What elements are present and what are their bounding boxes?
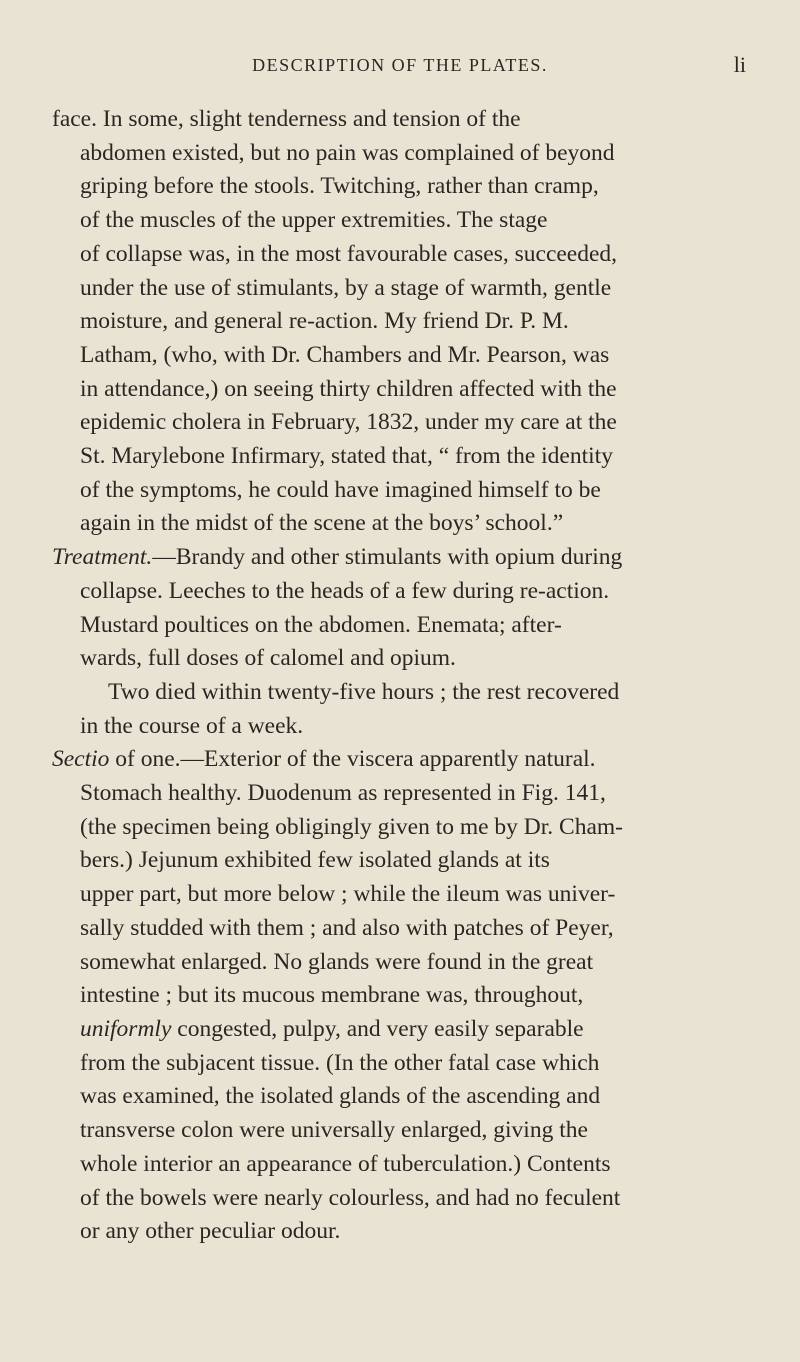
text-line: transverse colon were universally enlarged, giving the bbox=[80, 1117, 588, 1144]
text-line: bers.) Jejunum exhibited few isolated glands at its bbox=[80, 847, 550, 874]
text-line: was examined, the isolated glands of the ascending and bbox=[80, 1083, 601, 1110]
uniformly-rest: congested, pulpy, and very easily separable bbox=[171, 1015, 584, 1042]
uniformly-emphasis: uniformly bbox=[80, 1015, 172, 1042]
text-line bbox=[52, 1013, 770, 1047]
text-line: again in the midst of the scene at the boys’ school.” bbox=[80, 510, 564, 537]
text-line: Mustard poultices on the abdomen. Enemata; after- bbox=[80, 611, 562, 638]
text-line: of the muscles of the upper extremities. The stage bbox=[80, 207, 548, 234]
text-line: in the course of a week. bbox=[80, 712, 304, 739]
text-line: in attendance,) on seeing thirty children affected with the bbox=[80, 375, 617, 402]
text-line: under the use of stimulants, by a stage of warmth, gentle bbox=[80, 274, 612, 301]
sectio-first-line: of one.—Exterior of the viscera apparently natural. bbox=[109, 746, 596, 773]
text-line: St. Marylebone Infirmary, stated that, “ from the identity bbox=[80, 443, 613, 470]
paragraph-sectio bbox=[52, 743, 770, 1249]
text-line: Latham, (who, with Dr. Chambers and Mr. Pearson, was bbox=[80, 341, 610, 368]
running-header: DESCRIPTION OF THE PLATES. bbox=[252, 55, 548, 75]
text-line: (the specimen being obligingly given to me by Dr. Cham- bbox=[80, 813, 624, 840]
sectio-heading: Sectio bbox=[52, 746, 110, 773]
text-line: of the bowels were nearly colourless, and had no feculent bbox=[80, 1184, 621, 1211]
text-line: epidemic cholera in February, 1832, under my care at the bbox=[80, 409, 617, 436]
paragraph-treatment bbox=[52, 541, 770, 676]
text-line: somewhat enlarged. No glands were found in the great bbox=[80, 948, 594, 975]
treatment-heading: Treatment. bbox=[52, 544, 153, 571]
paragraph-symptoms bbox=[52, 103, 770, 541]
text-line: sally studded with them ; and also with patches of Peyer, bbox=[80, 914, 614, 941]
page-number: li bbox=[733, 52, 746, 77]
text-line: Two died within twenty-five hours ; the rest recovered bbox=[108, 678, 620, 705]
text-line: wards, full doses of calomel and opium. bbox=[80, 645, 456, 672]
paragraph-outcome bbox=[52, 676, 770, 743]
text-line: of the symptoms, he could have imagined himself to be bbox=[80, 476, 601, 503]
text-line bbox=[52, 541, 770, 575]
text-line: from the subjacent tissue. (In the other fatal case which bbox=[80, 1049, 600, 1076]
page-body bbox=[52, 103, 770, 1249]
text-line: abdomen existed, but no pain was complained of beyond bbox=[80, 139, 615, 166]
text-line: of collapse was, in the most favourable cases, succeeded, bbox=[80, 240, 618, 267]
text-line: Stomach healthy. Duodenum as represented in Fig. 141, bbox=[80, 780, 606, 807]
text-line: collapse. Leeches to the heads of a few during re-action. bbox=[80, 577, 610, 604]
text-line bbox=[52, 743, 770, 777]
text-line: face. In some, slight tenderness and tension of the bbox=[52, 106, 521, 132]
text-line: intestine ; but its mucous membrane was, throughout, bbox=[80, 982, 584, 1009]
text-line: griping before the stools. Twitching, rather than cramp, bbox=[80, 173, 599, 200]
treatment-first-line: —Brandy and other stimulants with opium during bbox=[152, 544, 623, 571]
text-line: moisture, and general re-action. My friend Dr. P. M. bbox=[80, 308, 569, 335]
text-line: or any other peculiar odour. bbox=[80, 1218, 341, 1245]
text-line: upper part, but more below ; while the ileum was univer- bbox=[80, 881, 616, 908]
text-line: whole interior an appearance of tuberculation.) Contents bbox=[80, 1150, 611, 1177]
